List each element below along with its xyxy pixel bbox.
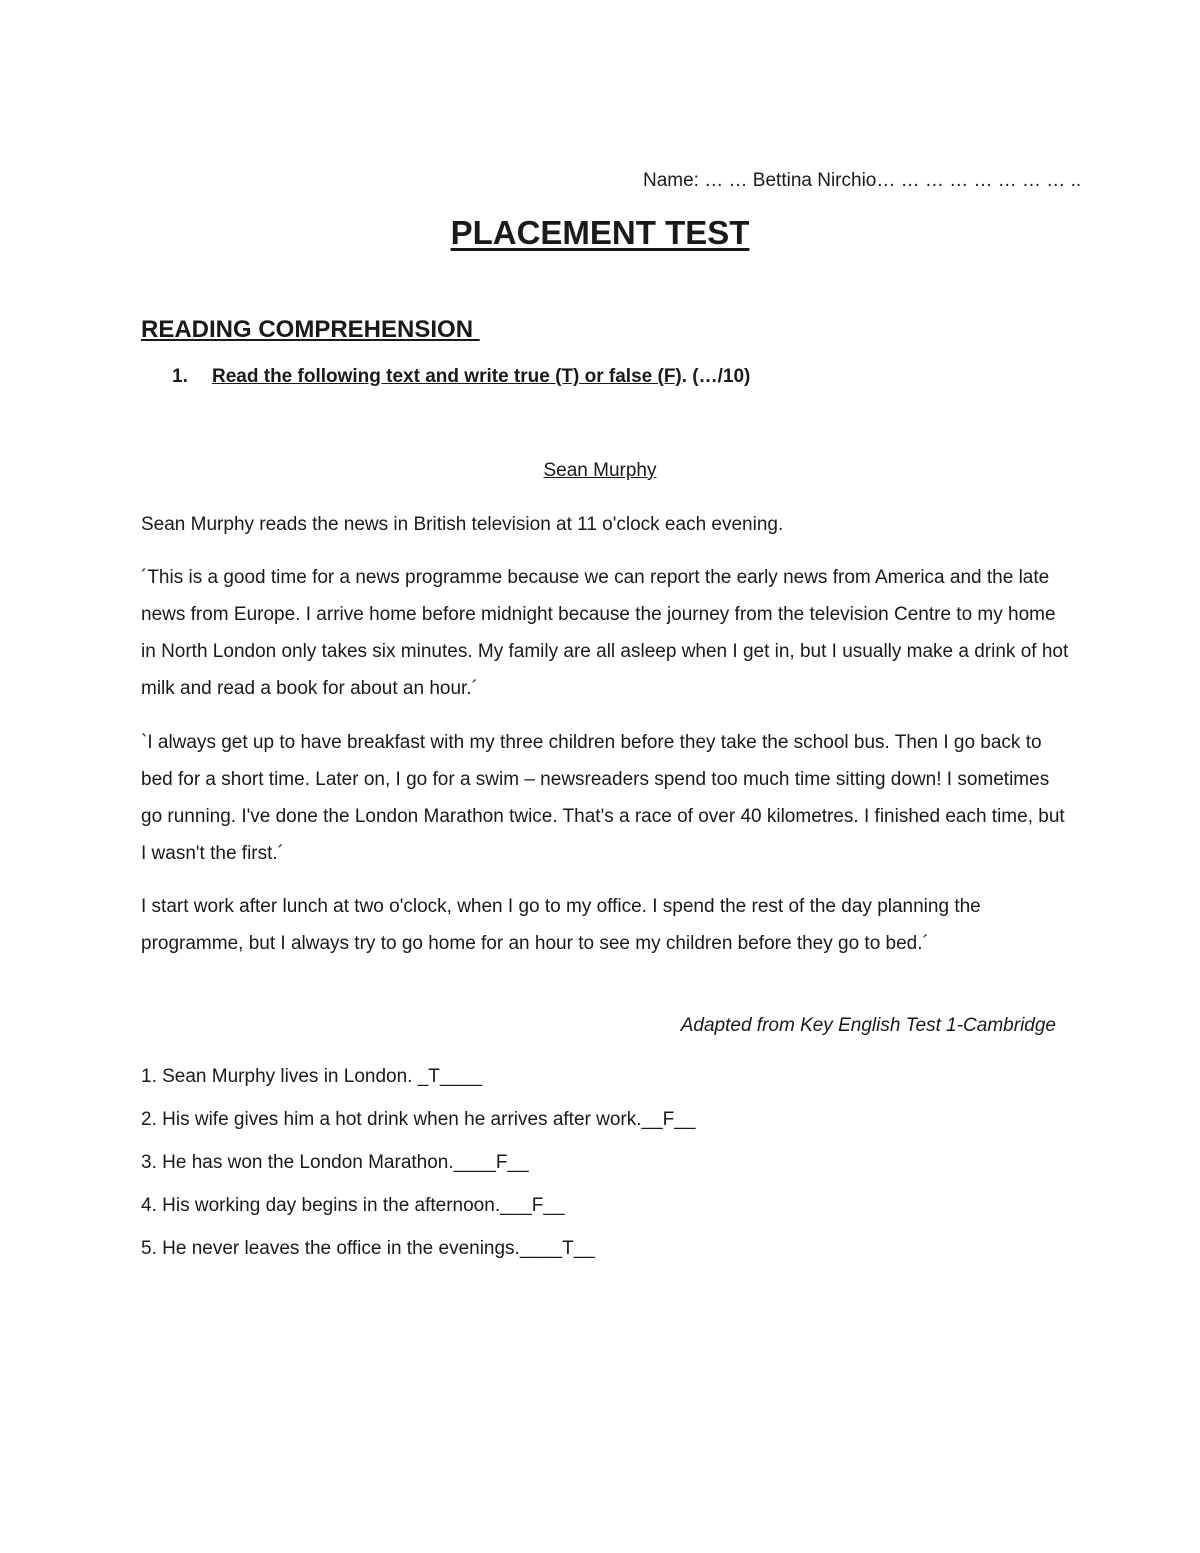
question-item: 1. Sean Murphy lives in London. _T____: [141, 1066, 483, 1087]
story-paragraph-2: ´This is a good time for a news programme because we can report the early news from America and the late news from Europe. I arrive home before midnight because the journey from the television Centre to my home in North London only takes six minutes. My family are all asleep when I get in, but I usually make a drink of hot milk and read a book for about an hour.´: [141, 567, 1069, 699]
student-name-line: Name: … … Bettina Nirchio… … … … … … … … ..: [643, 170, 1082, 191]
story-paragraph-1: Sean Murphy reads the news in British television at 11 o'clock each evening.: [141, 514, 784, 535]
page-title: PLACEMENT TEST: [450, 214, 750, 251]
question-item: 4. His working day begins in the afternoon.___F__: [141, 1195, 565, 1216]
task-instruction-text: Read the following text and write true (T) or false (F): [212, 366, 682, 387]
task-number: 1.: [172, 366, 188, 387]
question-item: 3. He has won the London Marathon.____F__: [141, 1152, 529, 1173]
story-title: Sean Murphy: [543, 460, 657, 481]
question-item: 5. He never leaves the office in the evenings.____T__: [141, 1238, 595, 1259]
story-paragraph-3: `I always get up to have breakfast with my three children before they take the school bus. Then I go back to bed for a short time. Later on, I go for a swim – newsreaders spend too much time sitting down! I sometimes go running. I've done the London Marathon twice. That's a race of over 40 kilometres. I finished each time, but I wasn't the first.´: [141, 732, 1065, 864]
story-paragraph-4: I start work after lunch at two o'clock, when I go to my office. I spend the rest of the day planning the programme, but I always try to go home for an hour to see my children before they go to bed.´: [141, 896, 981, 954]
question-item: 2. His wife gives him a hot drink when he arrives after work.__F__: [141, 1109, 696, 1130]
task-instruction: [172, 366, 750, 388]
source-citation: Adapted from Key English Test 1-Cambridge: [680, 1015, 1056, 1036]
task-score: . (…/10): [681, 366, 751, 387]
section-heading: READING COMPREHENSION: [141, 316, 480, 343]
question-list: [141, 1058, 695, 1273]
